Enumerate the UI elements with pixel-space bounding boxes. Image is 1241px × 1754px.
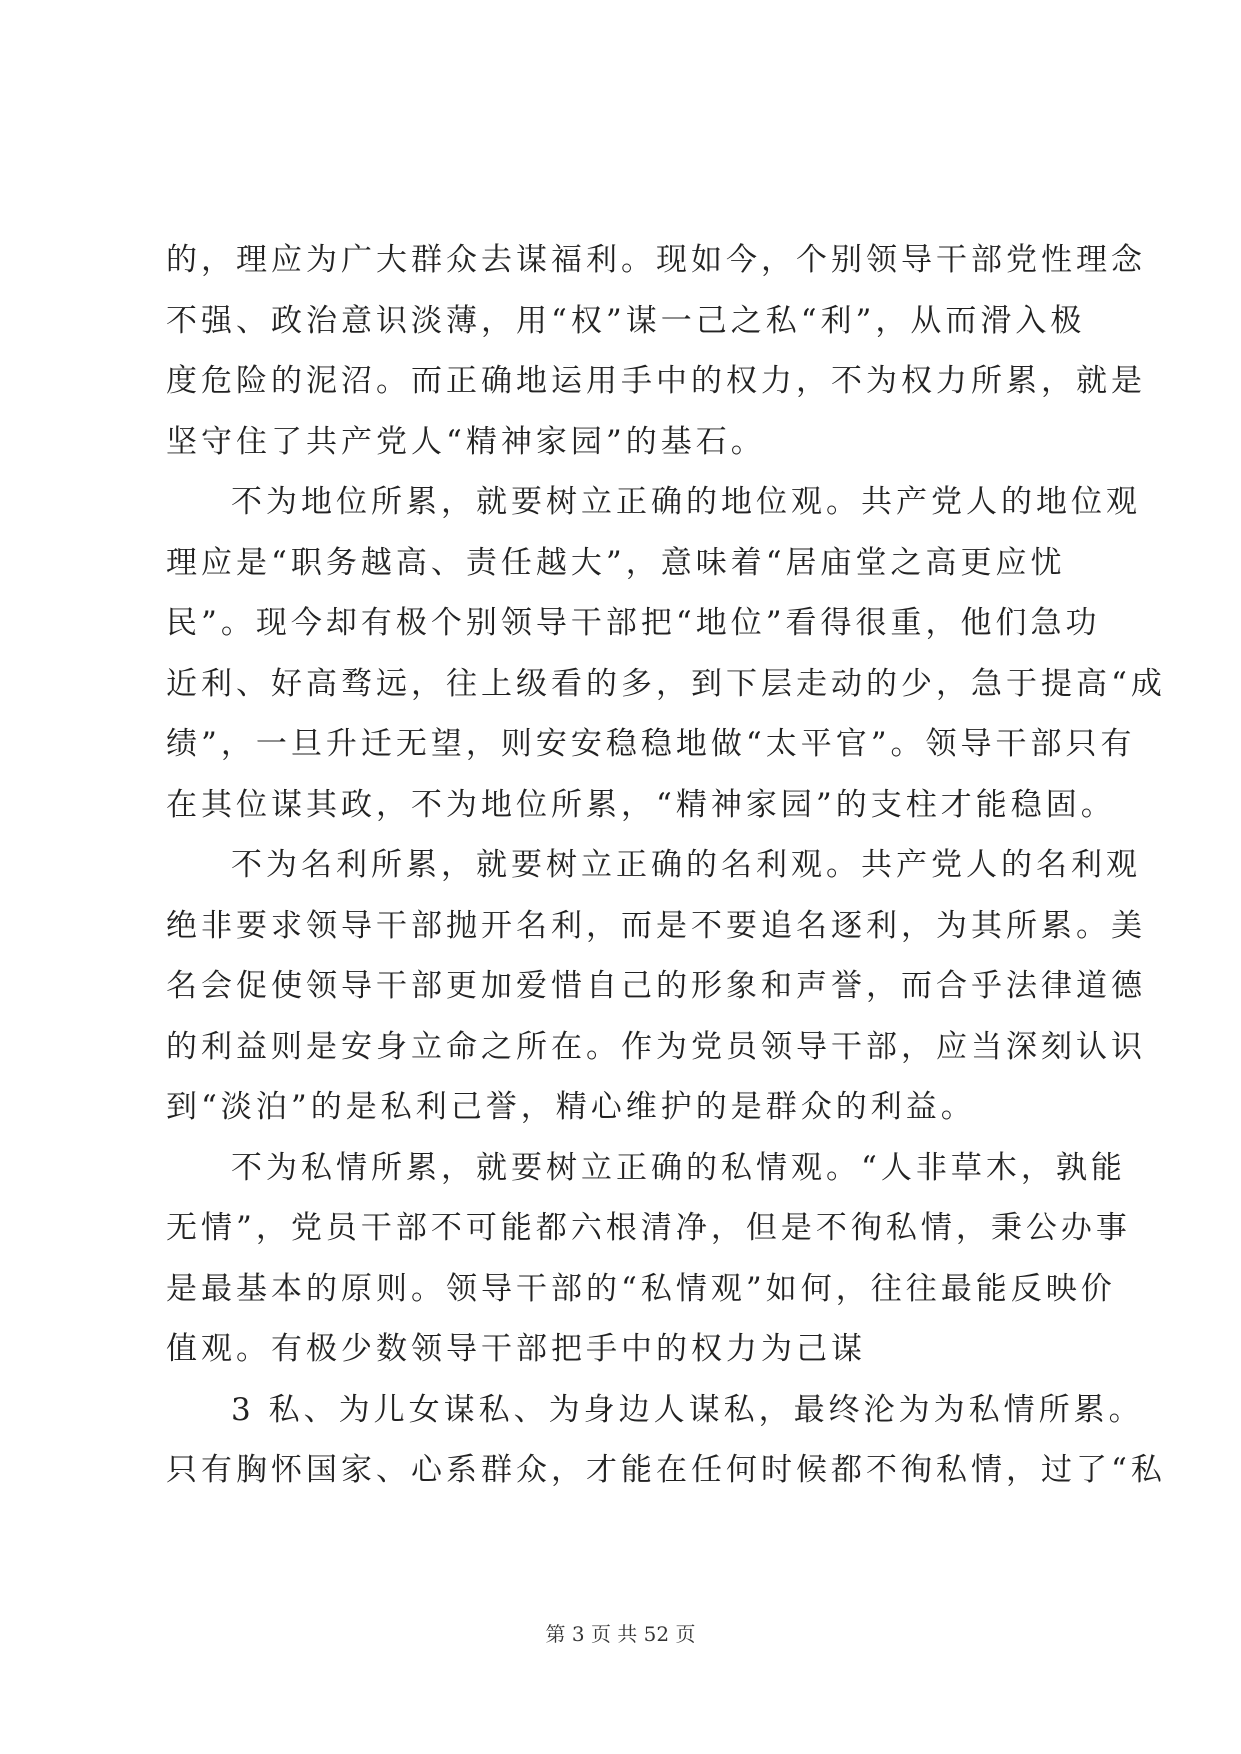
text-line: 值观。有极少数领导干部把手中的权力为己谋 — [166, 1331, 866, 1367]
text-line: 只有胸怀国家、心系群众，才能在任何时候都不徇私情，过了“私 — [166, 1452, 1166, 1488]
text-line: 是最基本的原则。领导干部的“私情观”如何，往往最能反映价 — [166, 1270, 1116, 1307]
page-footer — [0, 1620, 1241, 1648]
page-number-label: 第 3 页 共 52 页 — [545, 1622, 696, 1646]
text-line: 近利、好高骛远，往上级看的多，到下层走动的少，急于提高“成 — [166, 665, 1166, 702]
text-line: 绩”，一旦升迁无望，则安安稳稳地做“太平官”。领导干部只有 — [166, 726, 1136, 762]
text-line: 绝非要求领导干部抛开名利，而是不要追名逐利，为其所累。美 — [166, 907, 1146, 944]
paragraph-first-line: 不为名利所累，就要树立正确的名利观。共产党人的名利观 — [231, 847, 1141, 883]
text-line: 的利益则是安身立命之所在。作为党员领导干部，应当深刻认识 — [166, 1028, 1146, 1065]
paragraph-first-line: 不为私情所累，就要树立正确的私情观。“人非草木，孰能 — [231, 1149, 1126, 1186]
text-line: 到“淡泊”的是私利己誉，精心维护的是群众的利益。 — [166, 1089, 976, 1125]
text-line: 无情”，党员干部不可能都六根清净，但是不徇私情，秉公办事 — [166, 1210, 1131, 1246]
paragraph-first-line: 3 私、为儿女谋私、为身边人谋私，最终沦为为私情所累。 — [231, 1391, 1144, 1428]
text-line: 理应是“职务越高、责任越大”，意味着“居庙堂之高更应忧 — [166, 544, 1066, 581]
text-line: 名会促使领导干部更加爱惜自己的形象和声誉，而合乎法律道德 — [166, 968, 1146, 1004]
paragraph-first-line: 不为地位所累，就要树立正确的地位观。共产党人的地位观 — [231, 484, 1141, 520]
text-line: 坚守住了共产党人“精神家园”的基石。 — [166, 423, 766, 460]
text-line: 度危险的泥沼。而正确地运用手中的权力，不为权力所累，就是 — [166, 363, 1146, 399]
text-line: 不强、政治意识淡薄，用“权”谋一己之私“利”，从而滑入极 — [166, 302, 1086, 339]
text-line: 的，理应为广大群众去谋福利。现如今，个别领导干部党性理念 — [166, 242, 1146, 278]
text-line: 在其位谋其政，不为地位所累，“精神家园”的支柱才能稳固。 — [166, 786, 1116, 823]
document-body — [166, 230, 1166, 1501]
text-line: 民”。现今却有极个别领导干部把“地位”看得很重，他们急功 — [166, 605, 1101, 641]
